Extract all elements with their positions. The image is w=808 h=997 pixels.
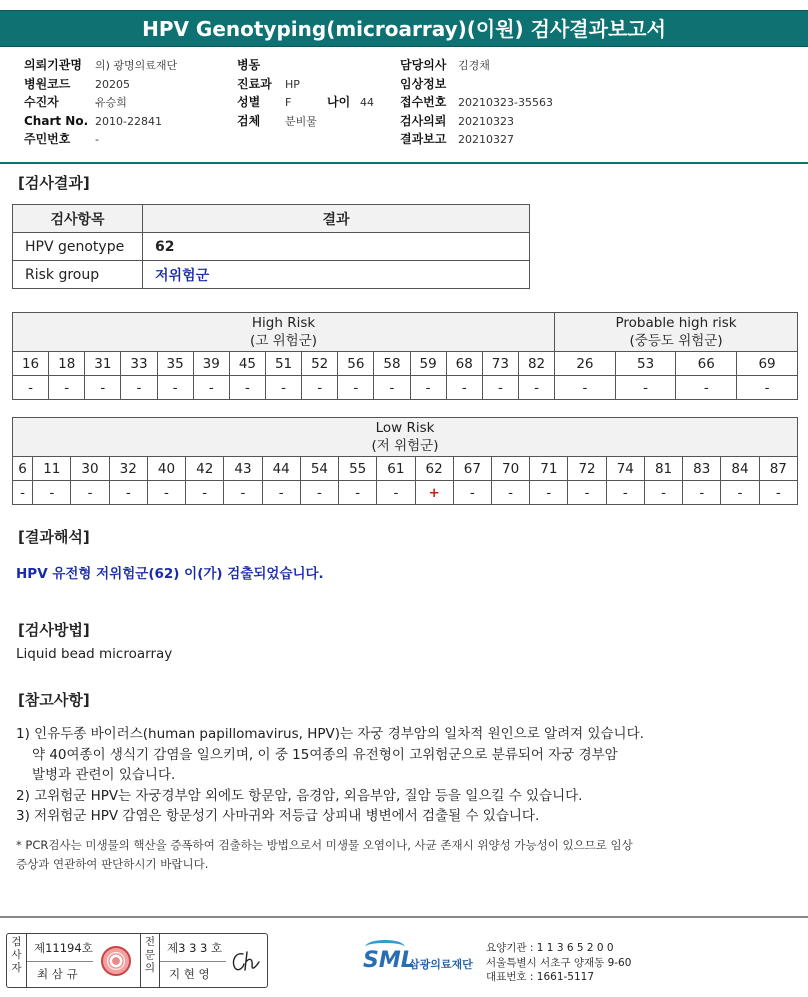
signature-box — [6, 933, 268, 988]
genotype-result-cell: - — [491, 481, 529, 505]
genotype-cell: 66 — [676, 352, 737, 376]
genotype-result-cell: - — [338, 376, 374, 400]
genotype-result-cell: - — [683, 481, 721, 505]
info-row: 성별 F — [237, 95, 292, 109]
report-title: HPV Genotyping(microarray)(이원) 검사결과보고서 — [0, 10, 808, 47]
genotype-result-cell: - — [147, 481, 185, 505]
genotype-cell: 61 — [377, 457, 415, 481]
contact-line: 요양기관 : 1 1 3 6 5 2 0 0 — [486, 942, 614, 954]
table-row — [13, 233, 530, 261]
genotype-result-cell: + — [415, 481, 453, 505]
specialist-license-no: 제3 3 3 호 — [167, 941, 223, 955]
info-row: 수진자 유승희 — [24, 95, 127, 109]
note-line: 약 40여종이 생식기 감염을 일으키며, 이 중 15여종의 유전형이 고위험군으로 분류되어 자궁 경부암 — [32, 746, 618, 763]
genotype-result-cell: - — [606, 481, 644, 505]
result-table — [12, 204, 530, 289]
genotype-cell: 67 — [453, 457, 491, 481]
divider — [160, 961, 226, 962]
genotype-result-cell: - — [453, 481, 491, 505]
genotype-cell: 42 — [186, 457, 224, 481]
genotype-result-cell: - — [265, 376, 301, 400]
genotype-result-cell: - — [157, 376, 193, 400]
genotype-cell: 6 — [13, 457, 33, 481]
section-result-heading: [검사결과] — [18, 174, 90, 192]
method-text: Liquid bead microarray — [16, 646, 173, 662]
contact-info — [486, 941, 631, 985]
info-row: 병원코드 20205 — [24, 76, 130, 91]
info-column-4 — [400, 56, 553, 149]
info-row: 검사의뢰 20210323 — [400, 113, 514, 128]
note-line: 3) 저위험군 HPV 감염은 항문성기 사마귀와 저등급 상피내 병변에서 검출될 수 있습니다. — [16, 808, 540, 824]
logo-mark: SML — [363, 948, 415, 973]
genotype-cell: 72 — [568, 457, 606, 481]
genotype-cell: 81 — [644, 457, 682, 481]
genotype-result-cell: - — [224, 481, 262, 505]
specialist-name: 지 현 영 — [169, 967, 210, 981]
genotype-cell: 84 — [721, 457, 759, 481]
genotype-result-cell: - — [262, 481, 300, 505]
genotype-result-cell: - — [737, 376, 798, 400]
genotype-result-cell: - — [676, 376, 737, 400]
genotype-result-cell: - — [33, 481, 71, 505]
contact-line: 대표번호 : 1661-5117 — [486, 971, 595, 983]
result-item: Risk group — [13, 261, 143, 289]
section-notes-heading: [참고사항] — [18, 691, 90, 709]
genotype-cell: 51 — [265, 352, 301, 376]
table-row — [13, 261, 530, 289]
genotype-result-cell: - — [300, 481, 338, 505]
interpretation-text: HPV 유전형 저위험군(62) 이(가) 검출되었습니다. — [16, 566, 324, 582]
genotype-cell: 62 — [415, 457, 453, 481]
genotype-result-cell: - — [446, 376, 482, 400]
genotype-cell: 18 — [49, 352, 85, 376]
genotype-row — [13, 457, 798, 481]
genotype-result-cell: - — [518, 376, 554, 400]
genotype-result-cell: - — [644, 481, 682, 505]
note-line: 2) 고위험군 HPV는 자궁경부암 외에도 항문암, 음경암, 외음부암, 질암 등을 일으킬 수 있습니다. — [16, 787, 583, 804]
genotype-result-cell: - — [721, 481, 759, 505]
genotype-cell: 71 — [530, 457, 568, 481]
patient-info — [24, 56, 784, 148]
signature-icon — [229, 948, 263, 976]
genotype-result-cell: - — [339, 481, 377, 505]
info-column-2 — [237, 56, 317, 130]
genotype-result-cell: - — [530, 481, 568, 505]
genotype-cell: 31 — [85, 352, 121, 376]
genotype-result-cell: - — [555, 376, 616, 400]
genotype-cell: 87 — [759, 457, 797, 481]
info-row: 병동 — [237, 58, 261, 72]
result-item: HPV genotype — [13, 233, 143, 261]
genotype-cell: 58 — [374, 352, 410, 376]
info-row: 검체 분비물 — [237, 113, 317, 128]
footer-divider — [0, 916, 808, 918]
high-risk-table — [12, 312, 798, 400]
genotype-cell: 32 — [109, 457, 147, 481]
high-risk-header: High Risk (고 위험군) — [13, 313, 555, 352]
contact-line: 서울특별시 서초구 양재동 9-60 — [486, 956, 632, 969]
seal-icon — [101, 946, 131, 976]
genotype-result-cell: - — [109, 481, 147, 505]
genotype-cell: 82 — [518, 352, 554, 376]
genotype-result-cell: - — [229, 376, 265, 400]
info-row: Chart No. 2010-22841 — [24, 113, 162, 128]
result-row — [13, 481, 798, 505]
genotype-cell: 70 — [491, 457, 529, 481]
genotype-cell: 68 — [446, 352, 482, 376]
genotype-result-cell: - — [568, 481, 606, 505]
genotype-result-cell: - — [71, 481, 109, 505]
header-divider — [0, 162, 808, 164]
genotype-result-cell: - — [49, 376, 85, 400]
genotype-cell: 69 — [737, 352, 798, 376]
sml-logo — [363, 940, 481, 984]
low-risk-header: Low Risk (저 위험군) — [13, 418, 798, 457]
probable-high-risk-header: Probable high risk (중등도 위험군) — [555, 313, 798, 352]
genotype-cell: 44 — [262, 457, 300, 481]
column-header: 결과 — [143, 205, 530, 233]
footnote-line: 증상과 연관하여 판단하시기 바랍니다. — [16, 857, 209, 871]
genotype-cell: 74 — [606, 457, 644, 481]
genotype-cell: 26 — [555, 352, 616, 376]
genotype-result-cell: - — [193, 376, 229, 400]
genotype-cell: 55 — [339, 457, 377, 481]
section-method-heading: [검사방법] — [18, 621, 90, 639]
footnote — [16, 836, 786, 874]
genotype-cell: 40 — [147, 457, 185, 481]
inspector-license-no: 제11194호 — [34, 941, 93, 955]
note-line: 1) 인유두종 바이러스(human papillomavirus, HPV)는 자궁 경부암의 일차적 원인으로 알려져 있습니다. — [16, 726, 644, 742]
genotype-result-cell: - — [121, 376, 157, 400]
genotype-cell: 11 — [33, 457, 71, 481]
inspector-name: 최 삼 규 — [37, 967, 78, 981]
genotype-cell: 39 — [193, 352, 229, 376]
risk-group-value: 저위험군 — [143, 261, 530, 289]
genotype-result-cell: - — [85, 376, 121, 400]
genotype-cell: 54 — [300, 457, 338, 481]
genotype-row — [13, 352, 798, 376]
genotype-result-cell: - — [13, 376, 49, 400]
genotype-cell: 59 — [410, 352, 446, 376]
info-column-age — [327, 93, 374, 112]
notes-list — [16, 724, 786, 827]
info-column-1 — [24, 56, 177, 149]
info-row: 담당의사 김경채 — [400, 58, 490, 72]
genotype-cell: 73 — [482, 352, 518, 376]
footnote-line: * PCR검사는 미생물의 핵산을 증폭하여 검출하는 방법으로서 미생물 오염이나, 사균 존재시 위양성 가능성이 있으므로 임상 — [16, 838, 633, 852]
genotype-cell: 30 — [71, 457, 109, 481]
info-row: 임상정보 — [400, 76, 447, 91]
genotype-cell: 35 — [157, 352, 193, 376]
inspector-label: 검 사 자 — [7, 934, 27, 987]
note-line: 발병과 관련이 있습니다. — [32, 767, 176, 783]
genotype-cell: 33 — [121, 352, 157, 376]
genotype-result-cell: - — [615, 376, 676, 400]
info-row: 나이 44 — [327, 95, 374, 109]
genotype-result-cell: - — [482, 376, 518, 400]
genotype-cell: 16 — [13, 352, 49, 376]
table-header-row — [13, 205, 530, 233]
info-row: 접수번호 20210323-35563 — [400, 95, 553, 109]
column-header: 검사항목 — [13, 205, 143, 233]
genotype-cell: 52 — [302, 352, 338, 376]
info-row: 진료과 HP — [237, 76, 300, 91]
info-row: 의뢰기관명 의) 광명의료재단 — [24, 58, 178, 72]
low-risk-table — [12, 417, 798, 505]
info-row: 결과보고 20210327 — [400, 132, 514, 146]
divider — [27, 961, 93, 962]
genotype-cell: 83 — [683, 457, 721, 481]
result-row — [13, 376, 798, 400]
genotype-result-cell: - — [759, 481, 797, 505]
genotype-cell: 56 — [338, 352, 374, 376]
genotype-result-cell: - — [410, 376, 446, 400]
info-row: 주민번호 - — [24, 132, 99, 146]
genotype-result-cell: - — [377, 481, 415, 505]
genotype-cell: 53 — [615, 352, 676, 376]
genotype-result-cell: - — [374, 376, 410, 400]
table-header-row — [13, 418, 798, 457]
section-interpretation-heading: [결과해석] — [18, 528, 90, 546]
genotype-result-cell: - — [186, 481, 224, 505]
genotype-result-cell: - — [13, 481, 33, 505]
logo-name: 삼광의료재단 — [409, 958, 473, 971]
genotype-value: 62 — [143, 233, 530, 261]
genotype-cell: 45 — [229, 352, 265, 376]
genotype-cell: 43 — [224, 457, 262, 481]
table-header-row — [13, 313, 798, 352]
specialist-label: 전 문 의 — [140, 934, 160, 987]
genotype-result-cell: - — [302, 376, 338, 400]
